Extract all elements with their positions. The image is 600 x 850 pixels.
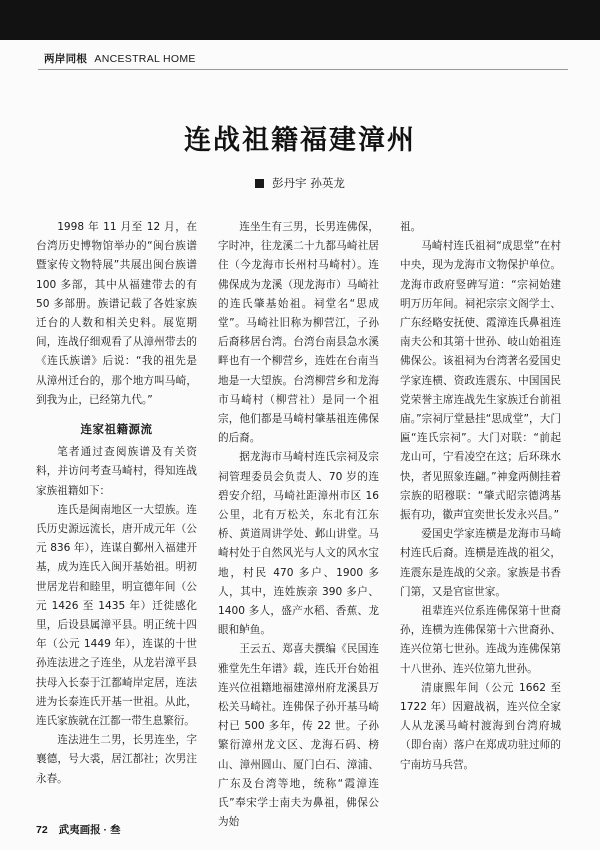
paragraph: 祖。 [400, 221, 422, 233]
section-label [44, 51, 196, 66]
paragraph: 爱国史学家连横是龙海市马崎村连氏后裔。连横是连战的祖父，连震东是连战的父亲。家族是书香门第，又是官宦世家。 [400, 528, 561, 598]
header-rule [38, 69, 568, 70]
paragraph: 马崎村连氏祖祠“成思堂”在村中央，现为龙海市文物保护单位。龙海市政府竖碑写道：“宗祠始建明万历年间。祠祀宗宗文阁学士、广东经略安抚使、霞漳连氏鼻祖连南夫公和其第十世孙、岐山始祖连佛保公。该祖祠为台湾著名爱国史学家连横、资政连震东、中国国民党荣誉主席连战先生家族迁台前祖庙。”宗祠厅堂悬挂“思成堂”，大门匾“连氏宗祠”。大门对联：“前起龙山可，宁看凌空在这；后环珠水快，者见照象连翩。”神龛两侧挂着宗族的昭穆联：“肇式昭宗德鸿基振有功，徽声宜奕世长发永兴昌。” [400, 240, 561, 522]
byline [0, 175, 600, 191]
paragraph: 笔者通过查阅族谱及有关资料，并访问考查马崎村，得知连战家族祖籍如下： [36, 446, 197, 497]
paragraph: 1998 年 11 月至 12 月，在台湾历史博物馆举办的“闽台族谱暨家传文物特展”共展出闽台族谱 100 多部，其中从福建带去的有 50 多部册。族谱记载了各姓家族迁台的人数和相关史料。展览期间，连战仔细观看了从漳州带去的《连氏族谱》后说：“我的祖先是从漳州迁台的，那个地方叫马崎，到我为止，已经第九代。” [36, 221, 197, 406]
byline-square-icon [255, 179, 264, 188]
subheading: 连家祖籍源流 [80, 422, 153, 437]
paragraph: 祖辈连兴位系连佛保第十世裔孙，连横为连佛保第十六世裔孙、连兴位第七世孙。连战为连佛保第十八世孙、连兴位第九世孙。 [400, 605, 561, 675]
top-black-bar [0, 0, 600, 40]
section-label-en: ANCESTRAL HOME [94, 53, 196, 65]
paragraph: 据龙海市马崎村连氏宗祠及宗祠管理委员会负责人、70 岁的连碧安介绍，马崎社距漳州市区 16 公里，北有万松关，东北有江东桥、黄道周讲学处、邺山讲堂。马崎村处于自然风光与人文的风水宝地，村民 470 多户、1900 多人，其中，连姓族亲 390 多户、1400 多人，盛产水稻、香蕉、龙眼和鲈鱼。 [218, 451, 379, 637]
paragraph: 清康熙年间（公元 1662 至 1722 年）因避战祸，连兴位全家人从龙溪马崎村渡海到台湾府城（即台南）落户在郑成功驻过师的宁南坊马兵营。 [400, 681, 561, 771]
article-title: 连战祖籍福建漳州 [184, 125, 416, 156]
column-3 [400, 218, 561, 775]
paragraph: 王云五、郑喜夫撰编《民国连雅堂先生年谱》载，连氏开台始祖连兴位祖籍地福建漳州府龙溪县万松关马崎社。连佛保子孙开基马崎村已 500 多年，传 22 世。子孙繁衍漳州龙文区、龙海石码、榜山、漳州圆山、厦门白石、漳浦、广东及台湾等地，统称“霞漳连氏”奉宋学士南夫为鼻祖，佛保公为始 [218, 643, 379, 829]
column-2 [218, 218, 379, 833]
authors: 彭丹宇 孙英龙 [272, 176, 345, 190]
page-number: 72 [36, 824, 48, 836]
paragraph: 连法进生二男，长男连坐，字襄德，号大裘，居江都社；次男注永春。 [36, 734, 197, 785]
page-footer [36, 822, 120, 837]
paragraph: 连氏是闽南地区一大望族。连氏历史源远流长，唐开成元年（公元 836 年），连谋自鄞州入福建开基，成为连氏入闽开基始祖。明初世居龙岩和睦里，明宣德年间（公元 1426 至 1435 年）迁徙感化里，后设县属漳平县。明正统十四年（公元 1449 年），连谋的十世孙连法进之子连坐，从龙岩漳平县扶母入长泰于江都崎岸定居，连法进为长泰连氏开基一世祖。从此，连氏家族就在江都一带生息繁衍。 [36, 503, 197, 728]
section-label-zh: 两岸同根 [44, 53, 88, 65]
paragraph: 连坐生有三男，长男连佛保，字时冲，往龙溪二十九都马崎社居住（今龙海市长州村马崎村）。连佛保成为龙溪（现龙海市）马崎社的连氏肇基始祖。祠堂名“思成堂”。马崎社旧称为柳营江，子孙后裔移居台湾。台湾台南县急水溪畔也有一个柳营乡，连姓在台南当地是一大望族。台湾柳营乡和龙海市马崎村（柳营社）是同一个祖宗，他们都是马崎村肇基祖连佛保的后裔。 [218, 221, 379, 445]
column-1 [36, 218, 197, 789]
magazine-name: 武夷画报 · 叁 [58, 824, 121, 836]
